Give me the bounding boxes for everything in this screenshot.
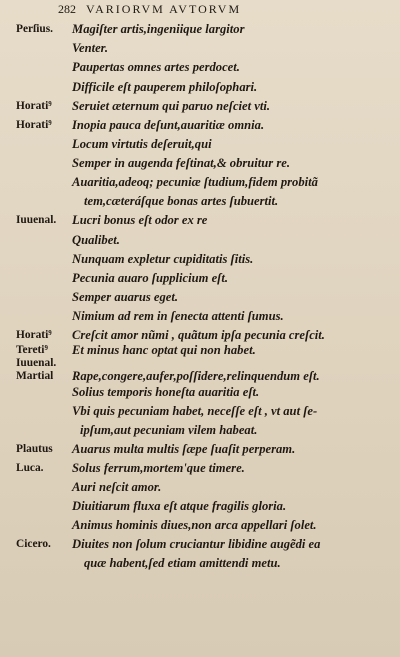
text-line — [0, 440, 400, 458]
verse-text: Nimium ad rem in ſenecta attenti ſumus. — [72, 309, 284, 323]
text-line — [0, 535, 400, 553]
verse-text: Creſcit amor nũmi , quãtum ipſa pecunia creſcit. — [72, 328, 325, 342]
text-line — [0, 192, 400, 210]
text-line — [0, 478, 400, 496]
page-number: 282 — [58, 1, 76, 16]
text-line — [0, 78, 400, 96]
verse-text: Auri neſcit amor. — [72, 480, 162, 494]
verse-text: Qualibet. — [72, 233, 120, 247]
text-line — [0, 288, 400, 306]
author-label: Horati⁹ — [16, 100, 52, 112]
text-line — [0, 173, 400, 191]
verse-text: Nunquam expletur cupiditatis ſitis. — [72, 252, 254, 266]
running-title: VARIORVM AVTORVM — [86, 1, 242, 16]
text-line — [0, 402, 400, 420]
text-line — [0, 516, 400, 534]
verse-text: Auaritia,adeoq; pecuniæ ſtudium,fidem probitã — [72, 175, 318, 189]
verse-text: quæ habent,ſed etiam amittendi metu. — [84, 556, 281, 570]
text-line — [0, 211, 400, 229]
text-line — [0, 58, 400, 76]
text-line — [0, 97, 400, 115]
text-line — [0, 307, 400, 325]
text-line — [0, 231, 400, 249]
verse-text: Semper in augenda feſtinat,& obruitur re. — [72, 156, 290, 170]
running-head — [58, 2, 392, 16]
verse-text: Auarus multa multis ſæpe ſuaſit perperam. — [72, 442, 296, 456]
author-label: Luca. — [16, 462, 44, 474]
verse-text: Rape,congere,aufer,poſſidere,relinquendum eſt. — [72, 369, 320, 383]
text-line — [0, 154, 400, 172]
verse-text: ipſum,aut pecuniam vilem habeat. — [80, 423, 258, 437]
verse-text: Magiſter artis,ingeniique largitor — [72, 22, 245, 36]
verse-text: Solus ferrum,mortem'que timere. — [72, 461, 245, 475]
text-line — [0, 269, 400, 287]
verse-text: Solius temporis honeſta auaritia eſt. — [72, 385, 260, 399]
verse-text: tem,cæteráſque bonas artes ſubuertit. — [84, 194, 279, 208]
verse-text: Diuites non ſolum cruciantur libidine augẽdi ea — [72, 537, 321, 551]
verse-text: Venter. — [72, 41, 109, 55]
text-line — [0, 250, 400, 268]
verse-text: Pecunia auaro ſupplicium eſt. — [72, 271, 229, 285]
text-line — [0, 39, 400, 57]
text-line — [0, 497, 400, 515]
text-line — [0, 20, 400, 38]
verse-text: Diuitiarum fluxa eſt atque fragilis gloria. — [72, 499, 287, 513]
verse-text: Semper auarus eget. — [72, 290, 179, 304]
verse-text: Difficile eſt pauperem philoſophari. — [72, 80, 258, 94]
author-label: Iuuenal. — [16, 214, 57, 226]
verse-text: Paupertas omnes artes perdocet. — [72, 60, 240, 74]
text-line — [0, 135, 400, 153]
verse-text: Et minus hanc optat qui non habet. — [72, 343, 256, 357]
text-line — [0, 554, 400, 572]
author-label: Perſius. — [16, 23, 54, 35]
text-line — [0, 116, 400, 134]
author-label: Plautus — [16, 443, 53, 455]
author-label: Martial — [16, 370, 54, 382]
text-line — [0, 459, 400, 477]
text-line — [0, 421, 400, 439]
verse-text: Vbi quis pecuniam habet, neceſſe eſt , vt aut ſe- — [72, 404, 318, 418]
verse-text: Lucri bonus eſt odor ex re — [72, 213, 208, 227]
author-label: Horati⁹ — [16, 329, 52, 341]
verse-text: Seruiet æternum qui paruo neſciet vti. — [72, 99, 271, 113]
author-label: Iuuenal. — [16, 357, 57, 369]
verse-text: Animus hominis diues,non arca appellari ſolet. — [72, 518, 317, 532]
verse-text: Locum virtutis deſeruit,qui — [72, 137, 212, 151]
verse-text: Inopia pauca deſunt,auaritiæ omnia. — [72, 118, 265, 132]
author-label: Tereti⁹ — [16, 344, 48, 356]
text-line — [0, 383, 400, 401]
author-label: Cicero. — [16, 538, 51, 550]
author-label: Horati⁹ — [16, 119, 52, 131]
